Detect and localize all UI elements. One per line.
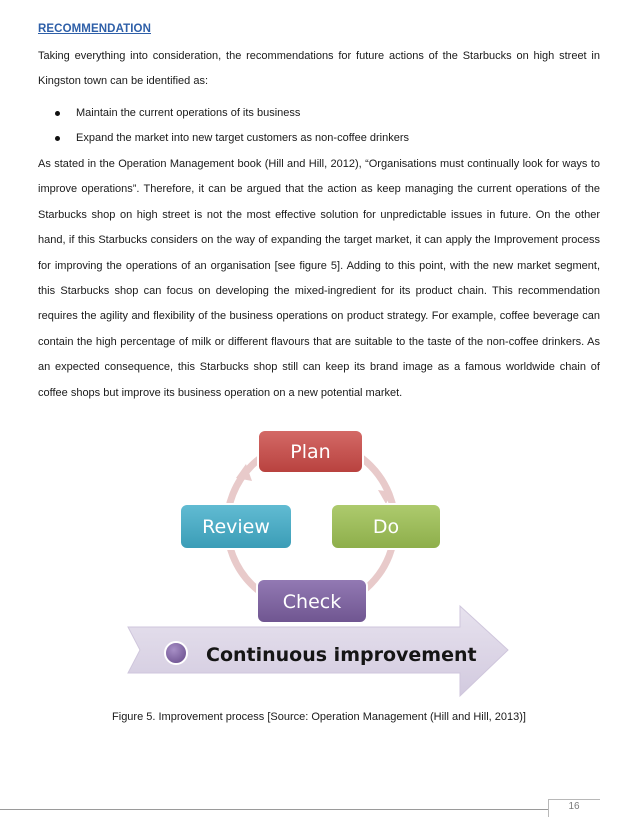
improvement-process-figure xyxy=(0,420,638,710)
list-item-text: Expand the market into new target customers as non-coffee drinkers xyxy=(76,132,410,144)
section-heading: RECOMMENDATION xyxy=(38,23,151,35)
intro-paragraph: Taking everything into consideration, the recommendations for future actions of the Starbucks on high street in Kingston town can be identified as: xyxy=(38,50,600,88)
bullet-icon xyxy=(55,136,60,141)
footer-divider xyxy=(0,809,548,810)
recommendation-list xyxy=(52,101,409,151)
body-paragraph: As stated in the Operation Management book (Hill and Hill, 2012), “Organisations must continually look for ways to improve operations”. Therefore, it can be argued that the action as keep managing the current operations of the Starbucks shop on high street is not the most effective solution for unpredictable issues in future. On the other hand, if this Starbucks considers on the way of expanding the target market, it can apply the Improvement process for improving the operations of an organisation [see figure 5]. Adding to this point, with the new market segment, this Starbucks shop can focus on developing the mixed-ingredient for its product chain. This recommendation requires the agility and flexibility of the business operations on product strategy. For example, coffee beverage can contain the high percentage of milk or different flavours that are suitable to the taste of the non-coffee drinkers. As an expected consequence, this Starbucks shop still can keep its brand image as a famous worldwide chain of coffee shops but improve its business operation on a new potential market. xyxy=(38,158,600,399)
figure-caption: Figure 5. Improvement process [Source: Operation Management (Hill and Hill, 2013)] xyxy=(112,711,526,723)
improvement-cycle-diagram xyxy=(0,420,638,710)
step-check-label: Check xyxy=(282,591,342,613)
bullet-icon xyxy=(55,111,60,116)
step-do-label: Do xyxy=(372,516,400,538)
list-item xyxy=(52,101,409,126)
arrow-bullet-icon xyxy=(165,642,187,664)
step-plan-label: Plan xyxy=(290,441,331,463)
arrow-label: Continuous improvement xyxy=(206,644,477,666)
step-review-label: Review xyxy=(202,516,270,538)
page-number: 16 xyxy=(568,801,580,812)
list-item xyxy=(52,126,409,151)
list-item-text: Maintain the current operations of its business xyxy=(76,107,301,119)
